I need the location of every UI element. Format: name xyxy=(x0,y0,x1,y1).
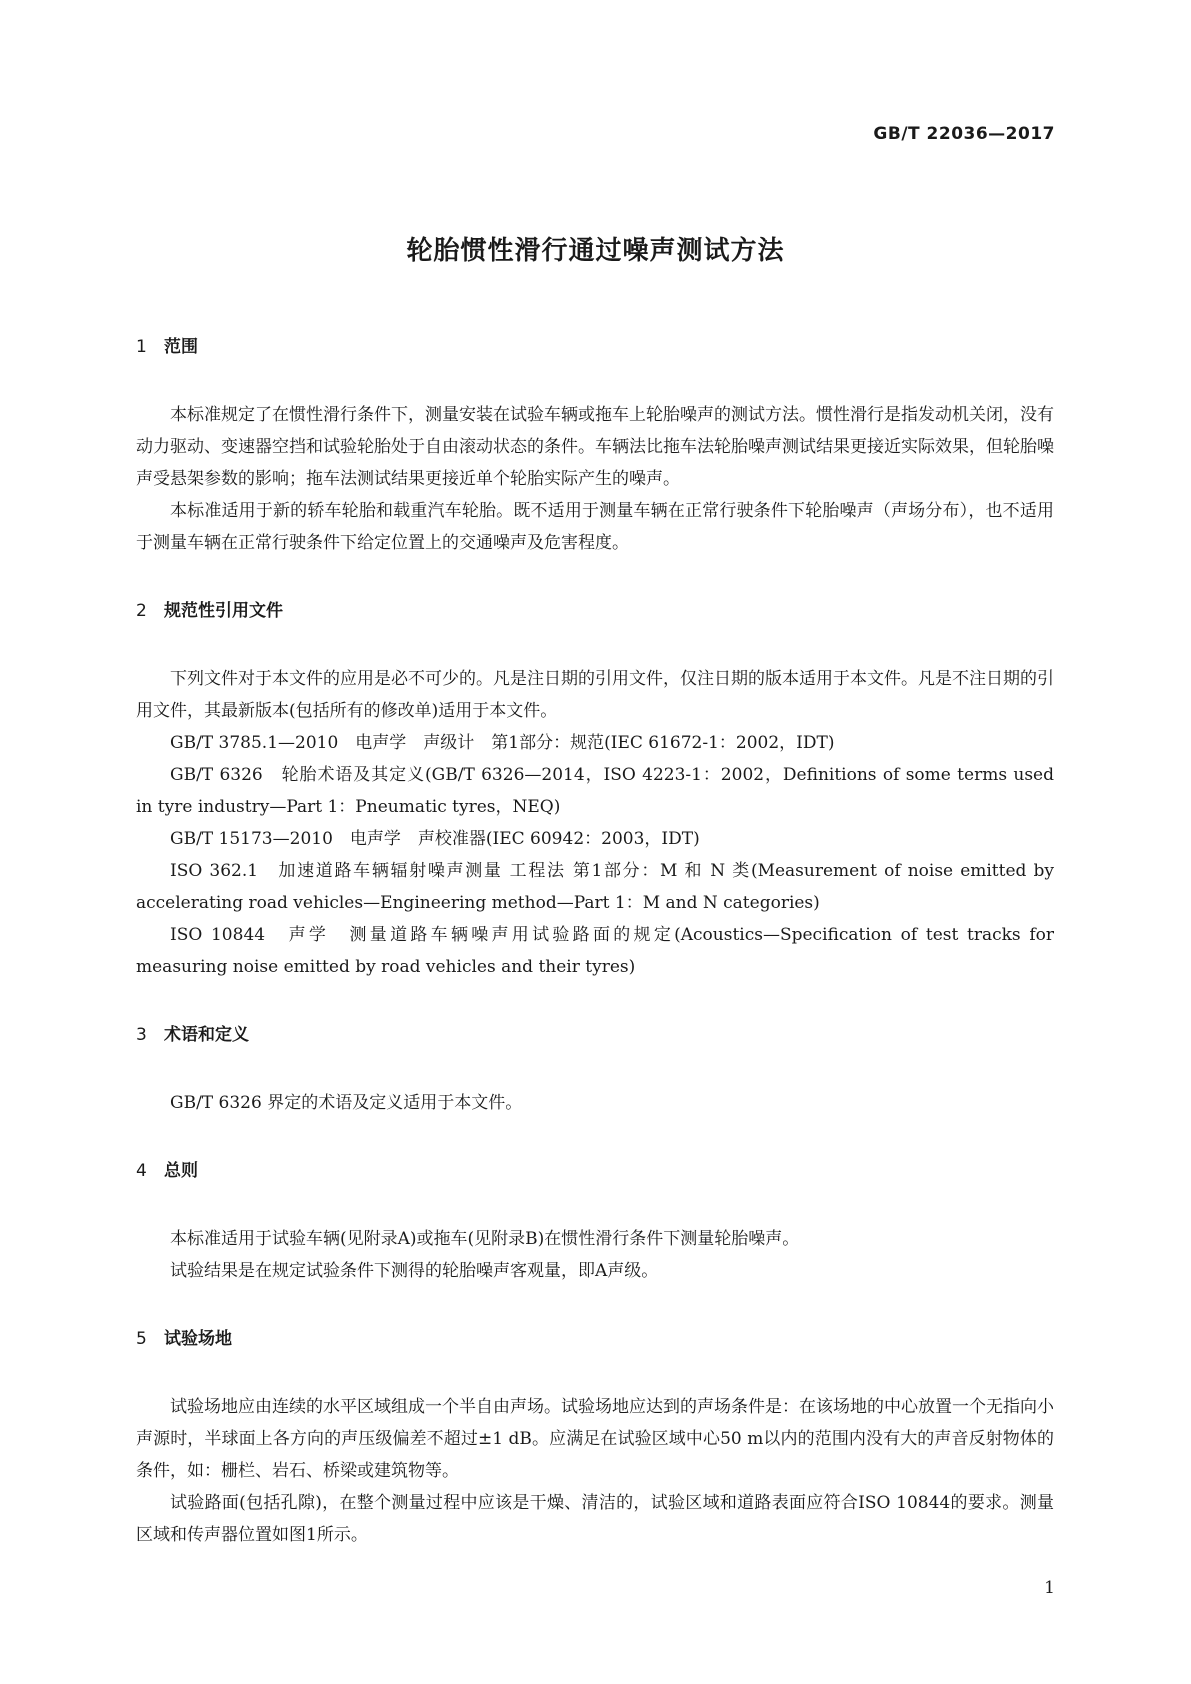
section-title: 术语和定义 xyxy=(164,1025,249,1045)
paragraph: 本标准规定了在惯性滑行条件下，测量安装在试验车辆或拖车上轮胎噪声的测试方法。惯性滑行是指发动机关闭，没有动力驱动、变速器空挡和试验轮胎处于自由滚动状态的条件。车辆法比拖车法轮胎噪声测试结果更接近实际效果，但轮胎噪声受悬架参数的影响；拖车法测试结果更接近单个轮胎实际产生的噪声。 xyxy=(136,405,1054,489)
paragraph: 试验场地应由连续的水平区域组成一个半自由声场。试验场地应达到的声场条件是：在该场地的中心放置一个无指向小声源时，半球面上各方向的声压级偏差不超过±1 dB。应满足在试验区域中心50 m以内的范围内没有大的声音反射物体的条件，如：栅栏、岩石、桥梁或建筑物等。 xyxy=(136,1397,1054,1481)
section-heading xyxy=(136,1327,1054,1351)
reference-entry: ISO 362.1 加速道路车辆辐射噪声测量 工程法 第1部分：M 和 N 类(Measurement of noise emitted by accelerating road vehicles—Engineering method—Part 1：M and N categories) xyxy=(136,861,1054,913)
paragraph: 试验结果是在规定试验条件下测得的轮胎噪声客观量，即A声级。 xyxy=(170,1261,659,1281)
paragraph: 试验路面(包括孔隙)，在整个测量过程中应该是干燥、清洁的，试验区域和道路表面应符合ISO 10844的要求。测量区域和传声器位置如图1所示。 xyxy=(136,1493,1054,1545)
section-number: 4 xyxy=(136,1161,147,1181)
section-test-site xyxy=(136,1327,1054,1551)
section-number: 2 xyxy=(136,601,147,621)
reference-entry: GB/T 15173—2010 电声学 声校准器(IEC 60942：2003，IDT) xyxy=(170,829,700,849)
section-title: 范围 xyxy=(164,337,198,357)
section-number: 5 xyxy=(136,1329,147,1349)
section-terms-definitions xyxy=(136,1023,1054,1119)
document-title: 轮胎惯性滑行通过噪声测试方法 xyxy=(406,236,785,266)
section-heading xyxy=(136,335,1054,359)
section-number: 3 xyxy=(136,1025,147,1045)
section-number: 1 xyxy=(136,337,147,357)
paragraph: GB/T 6326 界定的术语及定义适用于本文件。 xyxy=(170,1093,523,1113)
section-heading xyxy=(136,1159,1054,1183)
section-normative-references xyxy=(136,599,1054,983)
reference-entry: GB/T 3785.1—2010 电声学 声级计 第1部分：规范(IEC 61672-1：2002，IDT) xyxy=(170,733,835,753)
section-scope xyxy=(136,335,1054,559)
reference-entry: GB/T 6326 轮胎术语及其定义(GB/T 6326—2014，ISO 4223-1：2002，Definitions of some terms used in tyre industry—Part 1：Pneumatic tyres，NEQ) xyxy=(136,765,1054,817)
section-general xyxy=(136,1159,1054,1287)
document-body xyxy=(136,335,1054,1551)
section-title: 规范性引用文件 xyxy=(164,601,283,621)
paragraph: 下列文件对于本文件的应用是必不可少的。凡是注日期的引用文件，仅注日期的版本适用于本文件。凡是不注日期的引用文件，其最新版本(包括所有的修改单)适用于本文件。 xyxy=(136,669,1054,721)
section-title: 总则 xyxy=(164,1161,198,1181)
paragraph: 本标准适用于新的轿车轮胎和载重汽车轮胎。既不适用于测量车辆在正常行驶条件下轮胎噪声（声场分布），也不适用于测量车辆在正常行驶条件下给定位置上的交通噪声及危害程度。 xyxy=(136,501,1054,553)
section-heading xyxy=(136,599,1054,623)
page-number: 1 xyxy=(1044,1578,1055,1598)
standard-code: GB/T 22036—2017 xyxy=(873,124,1055,144)
paragraph: 本标准适用于试验车辆(见附录A)或拖车(见附录B)在惯性滑行条件下测量轮胎噪声。 xyxy=(170,1229,800,1249)
section-heading xyxy=(136,1023,1054,1047)
section-title: 试验场地 xyxy=(164,1329,232,1349)
reference-entry: ISO 10844 声学 测量道路车辆噪声用试验路面的规定(Acoustics—Specification of test tracks for measuring noise emitted by road vehicles and their tyres) xyxy=(136,925,1054,977)
